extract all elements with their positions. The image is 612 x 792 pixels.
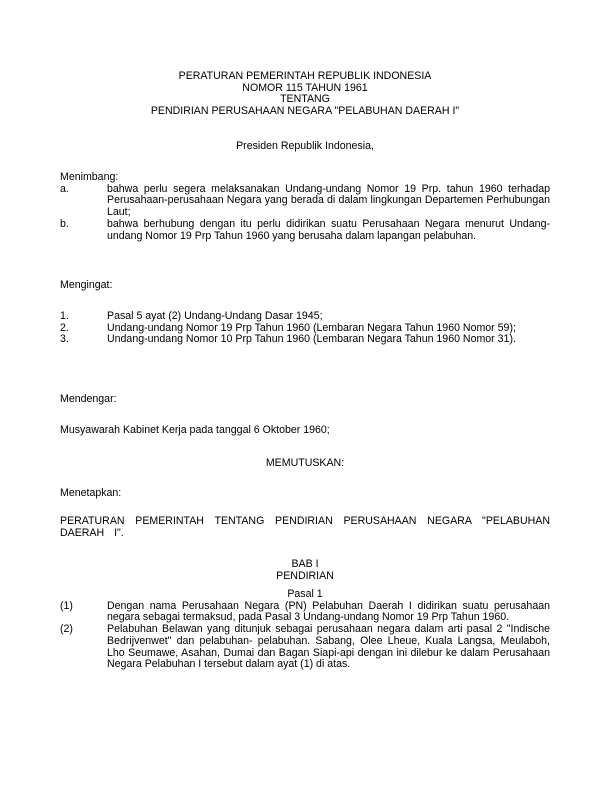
list-item xyxy=(60,334,550,346)
item-number: (2) xyxy=(60,623,73,636)
title-line: TENTANG xyxy=(280,93,330,106)
chapter-number: BAB I xyxy=(291,558,319,570)
mengingat-list xyxy=(60,311,550,346)
menetapkan-heading: Menetapkan: xyxy=(60,487,122,499)
list-item xyxy=(60,184,550,219)
president-line: Presiden Republik Indonesia, xyxy=(236,140,374,152)
list-item xyxy=(60,219,550,242)
item-text: Undang-undang Nomor 19 Prp Tahun 1960 (Lembaran Negara Tahun 1960 Nomor 59); xyxy=(107,321,516,334)
chapter-title: PENDIRIAN xyxy=(276,569,334,582)
pasal-1 xyxy=(60,589,550,671)
item-text: Undang-undang Nomor 10 Prp Tahun 1960 (Lembaran Negara Tahun 1960 Nomor 31). xyxy=(107,333,516,346)
mengingat-heading: Mengingat: xyxy=(60,279,113,291)
item-number: (1) xyxy=(60,599,73,612)
item-number: 2. xyxy=(60,321,69,334)
item-number: b. xyxy=(60,217,69,230)
chapter-heading xyxy=(60,559,550,582)
menetapkan-text: PERATURAN PEMERINTAH TENTANG PENDIRIAN PERUSAHAAN NEGARA "PELABUHAN DAERAH I". xyxy=(60,515,550,539)
title-line: PENDIRIAN PERUSAHAAN NEGARA "PELABUHAN DAERAH I" xyxy=(150,105,460,118)
item-text: bahwa berhubung dengan itu perlu didirikan suatu Perusahaan Negara menurut Undang-undang Nomor 19 Prp Tahun 1960 yang berusaha dalam lapangan pelabuhan. xyxy=(107,217,550,242)
mendengar-heading: Mendengar: xyxy=(60,393,117,405)
item-text: Pasal 5 ayat (2) Undang-Undang Dasar 1945; xyxy=(107,310,323,322)
item-number: 3. xyxy=(60,333,69,346)
list-item xyxy=(60,311,550,323)
title-line: PERATURAN PEMERINTAH REPUBLIK INDONESIA xyxy=(178,70,432,82)
memutuskan-heading: MEMUTUSKAN: xyxy=(265,457,345,469)
document-title xyxy=(60,71,550,118)
list-item xyxy=(60,624,550,671)
item-number: a. xyxy=(60,182,69,195)
list-item xyxy=(60,601,550,624)
item-text: Pelabuhan Belawan yang ditunjuk sebagai perusahaan negara dalam arti pasal 2 "Indische Bedrijvenwet" dan pelabuhan- pelabuhan. Sabang, Olee Lheue, Kuala Langsa, Meulaboh, Lho Seumawe, Asahan, Dumai dan Bagan Siapi-api dengan ini dilebur ke dalam Perusahaan Negara Pelabuhan I tersebut dalam ayat (1) di atas. xyxy=(107,623,550,671)
item-text: bahwa perlu segera melaksanakan Undang-undang Nomor 19 Prp. tahun 1960 terhadap Perusahaan-perusahaan Negara yang berada di dalam lingkungan Departemen Perhubungan Laut; xyxy=(107,182,550,219)
menimbang-heading: Menimbang: xyxy=(60,171,119,183)
item-number: 1. xyxy=(60,310,69,322)
article-heading: Pasal 1 xyxy=(287,588,323,600)
title-line: NOMOR 115 TAHUN 1961 xyxy=(242,81,368,94)
menimbang-section xyxy=(60,172,550,242)
item-text: Dengan nama Perusahaan Negara (PN) Pelabuhan Daerah I didirikan suatu perusahaan negara sebagai termaksud, pada Pasal 3 Undang-undang Nomor 19 Prp Tahun 1960. xyxy=(107,599,550,624)
mendengar-text: Musyawarah Kabinet Kerja pada tanggal 6 Oktober 1960; xyxy=(60,424,330,436)
